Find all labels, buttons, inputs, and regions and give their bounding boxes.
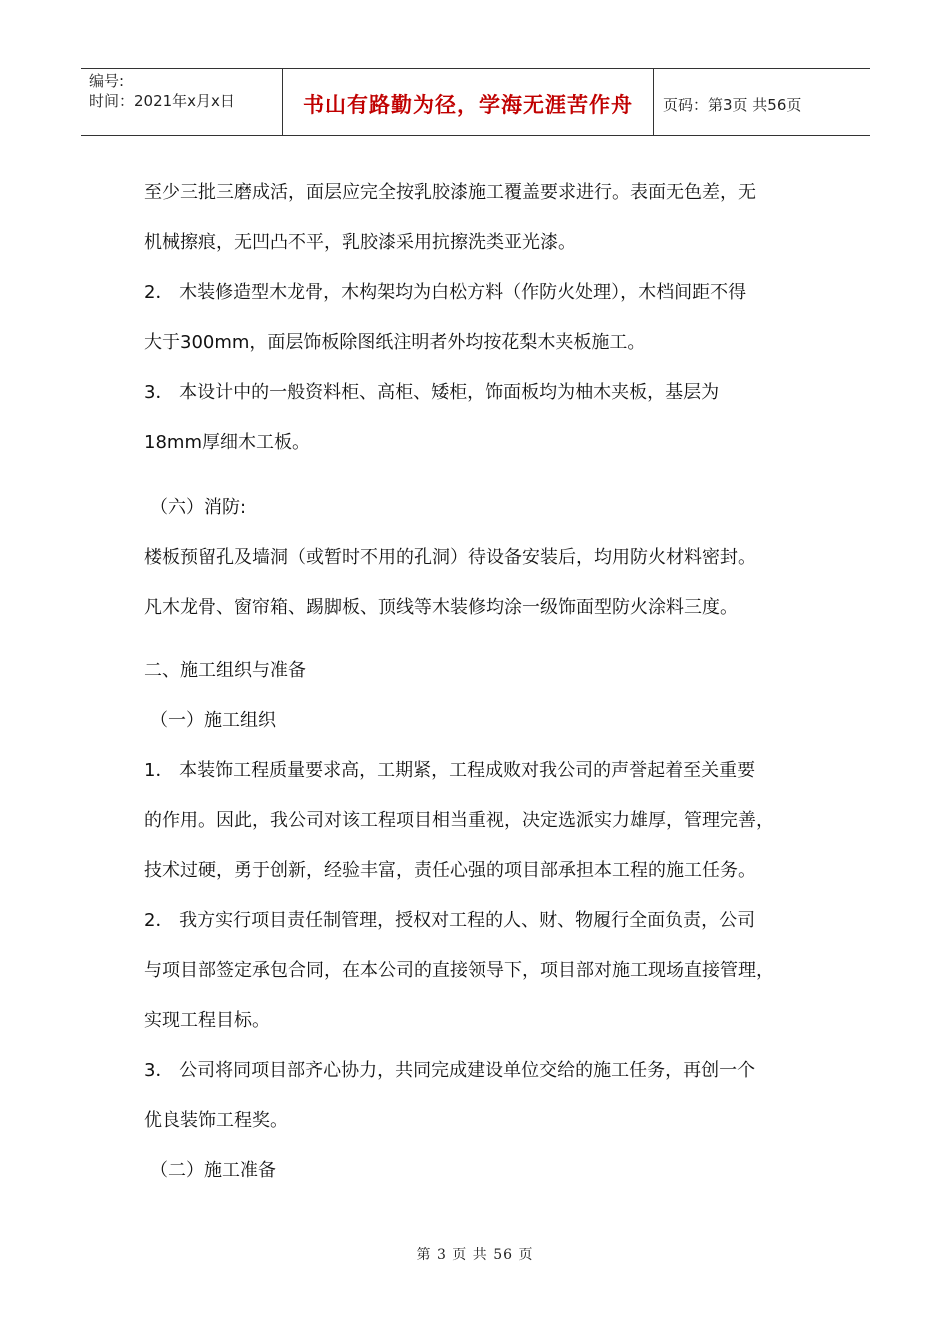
body-line: 优良装饰工程奖。 [144, 1110, 288, 1131]
body-line: 至少三批三磨成活，面层应完全按乳胶漆施工覆盖要求进行。表面无色差，无 [144, 182, 756, 203]
body-line: 的作用。因此，我公司对该工程项目相当重视，决定选派实力雄厚，管理完善， [144, 810, 774, 831]
list-item: 2． 我方实行项目责任制管理，授权对工程的人、财、物履行全面负责，公司 [144, 910, 756, 931]
body-line: 18mm厚细木工板。 [144, 432, 310, 453]
body-line: 技术过硬，勇于创新，经验丰富，责任心强的项目部承担本工程的施工任务。 [144, 860, 756, 881]
list-item: 3． 本设计中的一般资料柜、高柜、矮柜，饰面板均为柚木夹板，基层为 [144, 382, 720, 403]
section-heading: （一）施工组织 [150, 710, 276, 731]
section-heading: （六）消防: [150, 497, 247, 518]
header-motto: 书山有路勤为径，学海无涯苦作舟 [303, 92, 633, 117]
body-line: 实现工程目标。 [144, 1010, 270, 1031]
document-body [144, 168, 814, 1196]
document-date: 时间：2021年x月x日 [89, 92, 235, 110]
page-footer [0, 1244, 950, 1264]
document-number-label: 编号: [89, 72, 125, 90]
header-meta [81, 69, 282, 135]
body-line: 楼板预留孔及墙洞（或暂时不用的孔洞）待设备安装后，均用防火材料密封。 [144, 547, 756, 568]
body-line: 与项目部签定承包合同，在本公司的直接领导下，项目部对施工现场直接管理， [144, 960, 774, 981]
list-item: 2． 木装修造型木龙骨，木构架均为白松方料（作防火处理），木档间距不得 [144, 282, 747, 303]
page-header [81, 68, 870, 136]
body-line: 大于300mm，面层饰板除图纸注明者外均按花梨木夹板施工。 [144, 332, 646, 353]
body-line: 凡木龙骨、窗帘箱、踢脚板、顶线等木装修均涂一级饰面型防火涂料三度。 [144, 597, 738, 618]
chapter-heading: 二、施工组织与准备 [144, 660, 306, 681]
list-item: 3． 公司将同项目部齐心协力，共同完成建设单位交给的施工任务，再创一个 [144, 1060, 756, 1081]
body-line: 机械擦痕，无凹凸不平，乳胶漆采用抗擦洗类亚光漆。 [144, 232, 576, 253]
header-page-cell [654, 69, 870, 135]
footer-page-number: 第 3 页 共 56 页 [416, 1247, 534, 1263]
header-motto-cell [282, 69, 654, 135]
list-item: 1． 本装饰工程质量要求高，工期紧，工程成败对我公司的声誉起着至关重要 [144, 760, 756, 781]
section-heading: （二）施工准备 [150, 1160, 276, 1181]
header-page-number: 页码：第3页 共56页 [663, 95, 802, 114]
